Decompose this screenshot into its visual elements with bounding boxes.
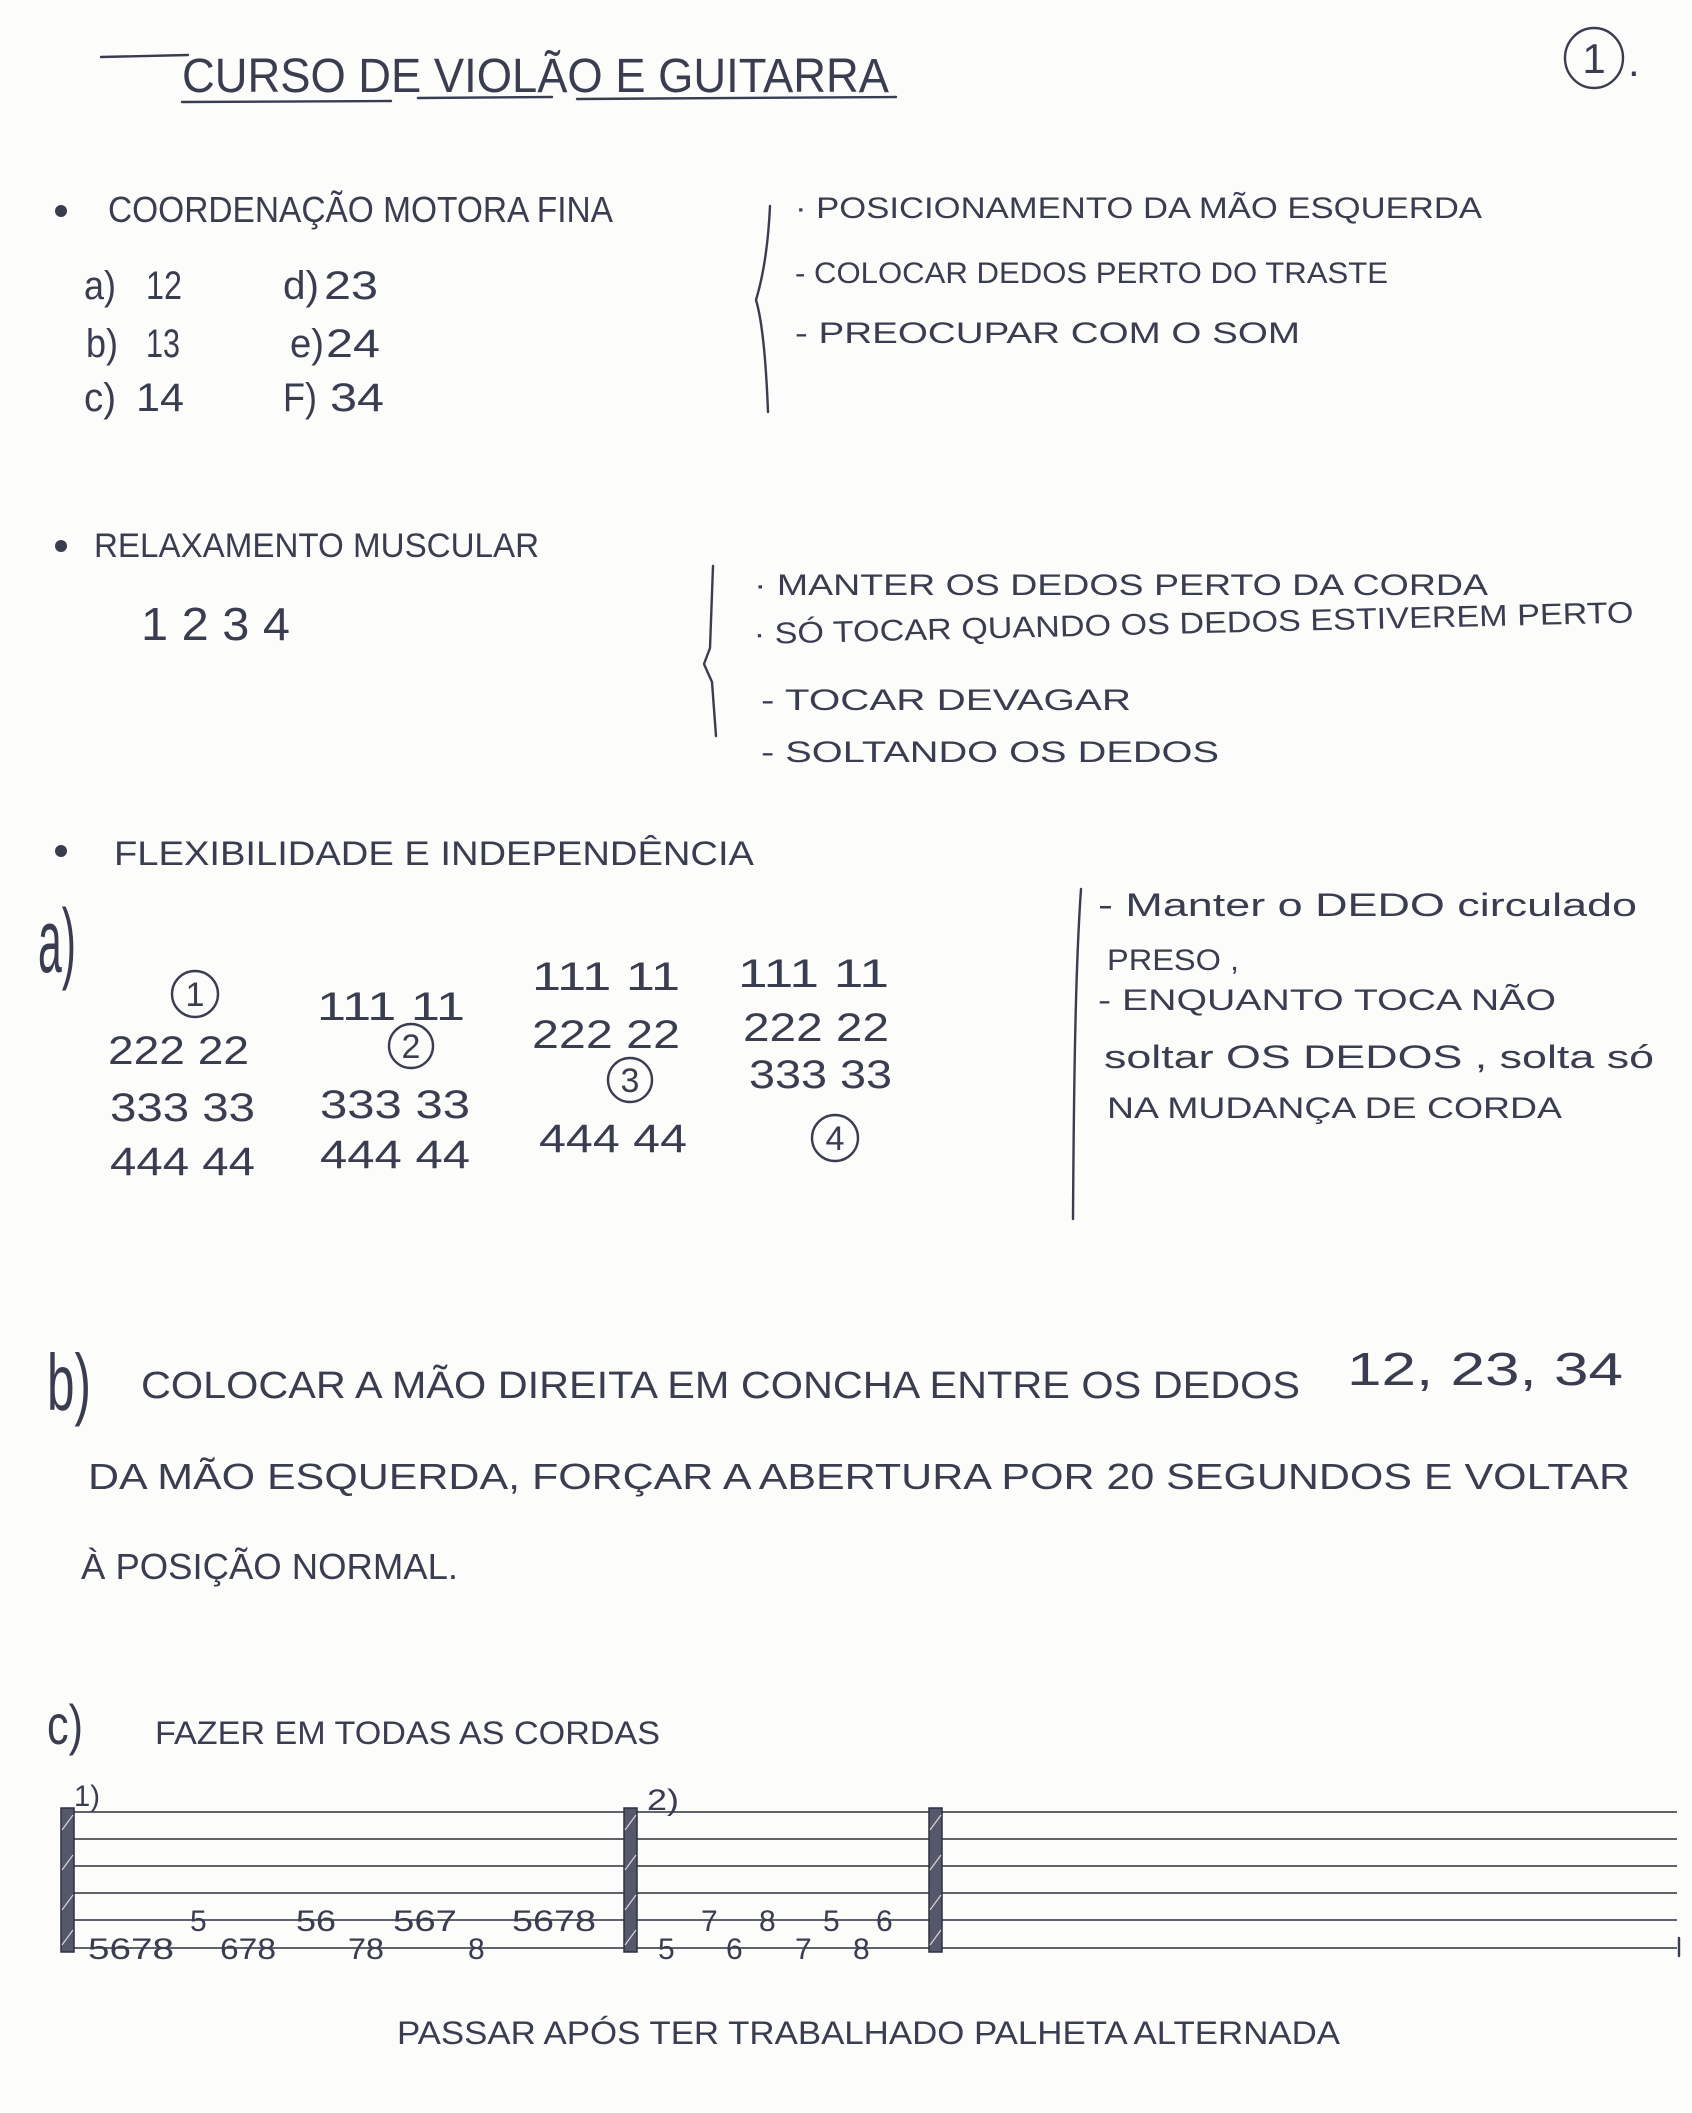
finger-row: 444 44 xyxy=(110,1140,255,1184)
circled-finger-number: 2 xyxy=(401,1028,421,1066)
finger-row: 111 11 xyxy=(532,955,680,999)
section-exercise-c xyxy=(47,1693,1679,1966)
note: NA MUDANÇA DE CORDA xyxy=(1107,1092,1562,1125)
bar-line xyxy=(929,1808,942,1952)
item-value: 24 xyxy=(326,322,380,366)
finger-pair-list xyxy=(84,264,384,420)
note: · POSICIONAMENTO DA MÃO ESQUERDA xyxy=(795,192,1390,225)
finger-row: 444 44 xyxy=(320,1133,470,1177)
paragraph-line: DA MÃO ESQUERDA, FORÇAR A ABERTURA POR 20 SEGUNDOS E VOLTAR xyxy=(88,1456,1630,1497)
circled-finger-number: 4 xyxy=(825,1120,845,1158)
exercise-label: c) xyxy=(47,1693,83,1756)
title-block xyxy=(101,49,931,103)
paragraph-line: À POSIÇÃO NORMAL. xyxy=(81,1546,458,1587)
item-value: 14 xyxy=(136,376,184,420)
section-heading: COORDENAÇÃO MOTORA FINA xyxy=(108,189,613,230)
finger-sequence: 1 2 3 4 xyxy=(141,598,290,650)
finger-row: 333 33 xyxy=(749,1053,892,1097)
item-value: 23 xyxy=(324,264,378,308)
note: - SOLTANDO OS DEDOS xyxy=(761,736,1219,769)
footer-note: PASSAR APÓS TER TRABALHADO PALHETA ALTERNADA xyxy=(397,2015,1341,2051)
item-value: 34 xyxy=(330,376,384,420)
tab-note: 7 xyxy=(795,1933,812,1966)
circled-finger xyxy=(389,1024,433,1068)
finger-row: 222 22 xyxy=(743,1006,889,1050)
circled-finger-number: 3 xyxy=(620,1062,640,1100)
bracket xyxy=(1073,889,1081,1219)
tab-note: 6 xyxy=(726,1933,743,1966)
item-value: 13 xyxy=(146,322,180,366)
item-label: d) xyxy=(283,264,319,308)
bullet xyxy=(55,205,67,217)
section-heading: FLEXIBILIDADE E INDEPENDÊNCIA xyxy=(114,835,755,873)
page-number xyxy=(1565,28,1640,88)
bracket xyxy=(756,206,770,412)
tablature-staff xyxy=(61,1780,1679,1966)
title-leading-dash xyxy=(101,55,188,57)
bullet xyxy=(55,845,67,857)
finger-row: 333 33 xyxy=(110,1086,255,1130)
section-coordination xyxy=(55,189,1482,420)
measure-label: 2) xyxy=(647,1784,679,1817)
tab-note: 8 xyxy=(853,1933,870,1966)
title-underline xyxy=(418,97,552,98)
notes-list xyxy=(753,569,1634,769)
finger-row: 444 44 xyxy=(539,1117,687,1161)
note: soltar OS DEDOS , solta só xyxy=(1104,1039,1654,1075)
note: - TOCAR DEVAGAR xyxy=(761,684,1131,717)
tab-note: 5678 xyxy=(512,1905,596,1938)
tab-note: 5678 xyxy=(88,1933,174,1966)
tab-note: 6 xyxy=(876,1905,893,1938)
section-exercise-b xyxy=(47,1338,1630,1587)
tab-note: 678 xyxy=(220,1933,276,1966)
tab-note: 8 xyxy=(759,1905,776,1938)
page-number-suffix: . xyxy=(1628,38,1640,85)
finger-group xyxy=(317,985,470,1177)
notes-list xyxy=(795,191,1482,350)
note: - PREOCUPAR COM O SOM xyxy=(795,317,1300,350)
finger-pairs: 12, 23, 34 xyxy=(1347,1343,1623,1395)
note: - COLOCAR DEDOS PERTO DO TRASTE xyxy=(795,257,1388,290)
finger-group xyxy=(108,971,255,1184)
finger-row: 111 11 xyxy=(317,985,465,1029)
tab-note: 5 xyxy=(190,1905,207,1938)
section-heading: RELAXAMENTO MUSCULAR xyxy=(94,527,539,565)
exercise-label: a) xyxy=(38,892,76,992)
note: · MANTER OS DEDOS PERTO DA CORDA xyxy=(754,569,1488,602)
note: - Manter o DEDO circulado xyxy=(1098,887,1637,923)
bar-line xyxy=(624,1808,637,1952)
page-number-value: 1 xyxy=(1582,35,1606,82)
finger-group xyxy=(738,952,892,1161)
exercise-label: b) xyxy=(47,1338,91,1427)
note: · SÓ TOCAR QUANDO OS DEDOS ESTIVEREM PERTO xyxy=(753,599,1527,651)
bullet xyxy=(55,540,67,552)
finger-row: 222 22 xyxy=(532,1013,680,1057)
finger-group xyxy=(532,955,687,1161)
item-label: c) xyxy=(84,376,116,420)
item-label: F) xyxy=(283,376,317,420)
finger-row: 222 22 xyxy=(108,1029,249,1073)
paragraph-line: COLOCAR A MÃO DIREITA EM CONCHA ENTRE OS DEDOS xyxy=(141,1365,1205,1407)
note: PRESO , xyxy=(1107,944,1239,977)
tab-note: 56 xyxy=(296,1905,336,1938)
circled-finger xyxy=(812,1115,858,1161)
notes-list xyxy=(1098,887,1654,1125)
circled-finger xyxy=(172,971,218,1017)
note: - ENQUANTO TOCA NÃO xyxy=(1098,984,1449,1017)
tab-note: 7 xyxy=(701,1905,718,1938)
finger-row: 333 33 xyxy=(320,1083,470,1127)
tab-note: 567 xyxy=(393,1905,457,1938)
section-heading: FAZER EM TODAS AS CORDAS xyxy=(155,1715,660,1751)
bracket xyxy=(704,566,716,736)
section-relaxation xyxy=(55,527,1634,769)
section-flexibility xyxy=(38,835,1654,1219)
item-label: e) xyxy=(290,322,324,366)
page-title: CURSO DE VIOLÃO E GUITARRA xyxy=(182,50,931,103)
circled-finger xyxy=(608,1058,652,1102)
tab-note: 78 xyxy=(348,1933,384,1966)
tab-note: 8 xyxy=(468,1933,485,1966)
title-underline xyxy=(182,101,391,102)
item-value: 12 xyxy=(146,264,182,308)
item-label: a) xyxy=(84,264,116,308)
tab-note: 5 xyxy=(823,1905,840,1938)
tab-note: 5 xyxy=(658,1933,675,1966)
bar-line xyxy=(61,1808,74,1952)
measure-label: 1) xyxy=(74,1780,100,1813)
finger-row: 111 11 xyxy=(738,952,889,996)
item-label: b) xyxy=(86,322,118,366)
circled-finger-number: 1 xyxy=(185,976,205,1014)
